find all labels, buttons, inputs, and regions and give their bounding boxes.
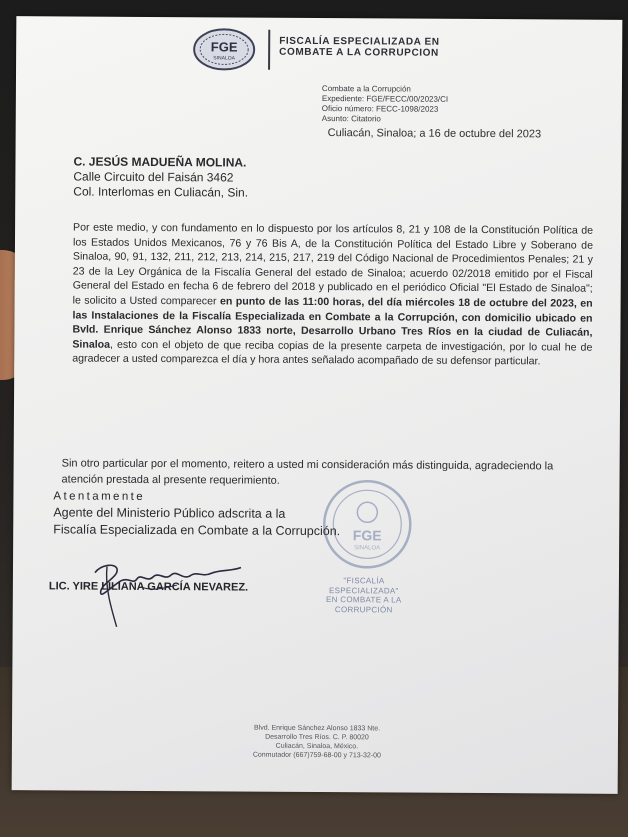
seal-subtext: SINALOA <box>354 545 381 552</box>
institution-line-2: COMBATE A LA CORRUPCION <box>279 46 439 59</box>
reference-asunto: Asunto: Citatorio <box>321 114 381 124</box>
signer-name: LIC. YIRE LILIANA GARCÍA NEVAREZ. <box>48 580 249 594</box>
footer-line-2: Desarrollo Tres Ríos. C. P. 80020 <box>265 733 369 742</box>
body-text-appointment: en punto de las 11:00 horas, del día miércoles 18 de octubre del 2023, en las Instalaciones de la Fiscalía Especializada en Combate a la Corrupción, con domicilio ubicado en Bvld. Enrique Sánchez Alonso 1833 norte, Desarrollo Urbano Tres Ríos en la ciudad de Culiacán, Sinaloa <box>72 295 593 351</box>
agent-title <box>53 504 413 540</box>
body-text-purpose: , esto con el objeto de que reciba copias de la presente carpeta de investigación, por lo cual he de agradecer a usted comparezca el día y hora antes señalado acompañado de su defensor particular. <box>72 338 593 368</box>
fge-logo-icon <box>192 27 256 71</box>
reference-department: Combate a la Corrupción <box>321 84 411 94</box>
document-page <box>12 16 623 794</box>
footer-line-1: Blvd. Enrique Sánchez Alonso 1833 Nte. <box>253 724 381 733</box>
logo-text: FGE <box>210 39 238 55</box>
footer-line-3: Culiacán, Sinaloa, México. <box>275 742 359 751</box>
addressee-name: C. JESÚS MADUEÑA MOLINA. <box>73 154 247 170</box>
footer-address <box>192 723 442 761</box>
stamp-line-1: "FISCALÍA ESPECIALIZADA" <box>328 576 399 596</box>
addressee-street: Calle Circuito del Faisán 3462 <box>73 169 234 185</box>
reference-block <box>322 84 449 125</box>
reference-expediente: Expediente: FGE/FECC/00/2023/CI <box>321 94 449 104</box>
header-divider <box>268 30 270 70</box>
institution-stamp <box>309 576 419 615</box>
reference-oficio: Oficio número: FECC-1098/2023 <box>321 104 439 114</box>
agent-line-2: Fiscalía Especializada en Combate a la Corrupción. <box>53 522 341 539</box>
seal-text: FGE <box>352 527 382 544</box>
institution-name <box>279 36 509 59</box>
closing-salutation: Atentamente <box>53 490 146 503</box>
stamp-line-2: EN COMBATE A LA <box>326 595 402 605</box>
footer-line-4: Conmutador (667)759-68-00 y 713-32-00 <box>252 751 381 760</box>
logo-subtext: SINALOA <box>213 55 235 62</box>
agent-line-1: Agente del Ministerio Público adscrita a la <box>53 505 286 521</box>
body-text-intro: Por este medio, y con fundamento en lo dispuesto por los artículos 8, 21 y 108 de la Constitución Política de los Estados Unidos Mexicanos, 76 y 76 Bis A, de la Constitución Política del Estado Libre y Soberano de Sinaloa, 90, 91, 132, 211, 212, 213, 214, 215, 217, 219 del Código Nacional de Procedimientos Penales; 21 y 23 de la Ley Orgánica de la Fiscalía General del estado de Sinaloa; acuerdo 02/2018 emitido por el Fiscal General del Estado en fecha 6 de febrero del 2018 y publicado en el periódico Oficial "El Estado de Sinaloa"; le solicito a Usted comparecer <box>72 221 594 308</box>
closing-paragraph: Sin otro particular por el momento, reitero a usted mi consideración más distinguida, agradeciendo la atención prestada al presente requerimiento. <box>61 457 554 487</box>
stamp-line-3: CORRUPCIÓN <box>334 604 393 614</box>
date-line: Culiacán, Sinaloa; a 16 de octubre del 2023 <box>327 127 542 141</box>
institution-line-1: FISCALÍA ESPECIALIZADA EN <box>279 35 440 48</box>
addressee-colonia: Col. Interlomas en Culiacán, Sin. <box>73 184 249 200</box>
addressee-block <box>73 155 248 201</box>
body-paragraph <box>72 221 593 370</box>
